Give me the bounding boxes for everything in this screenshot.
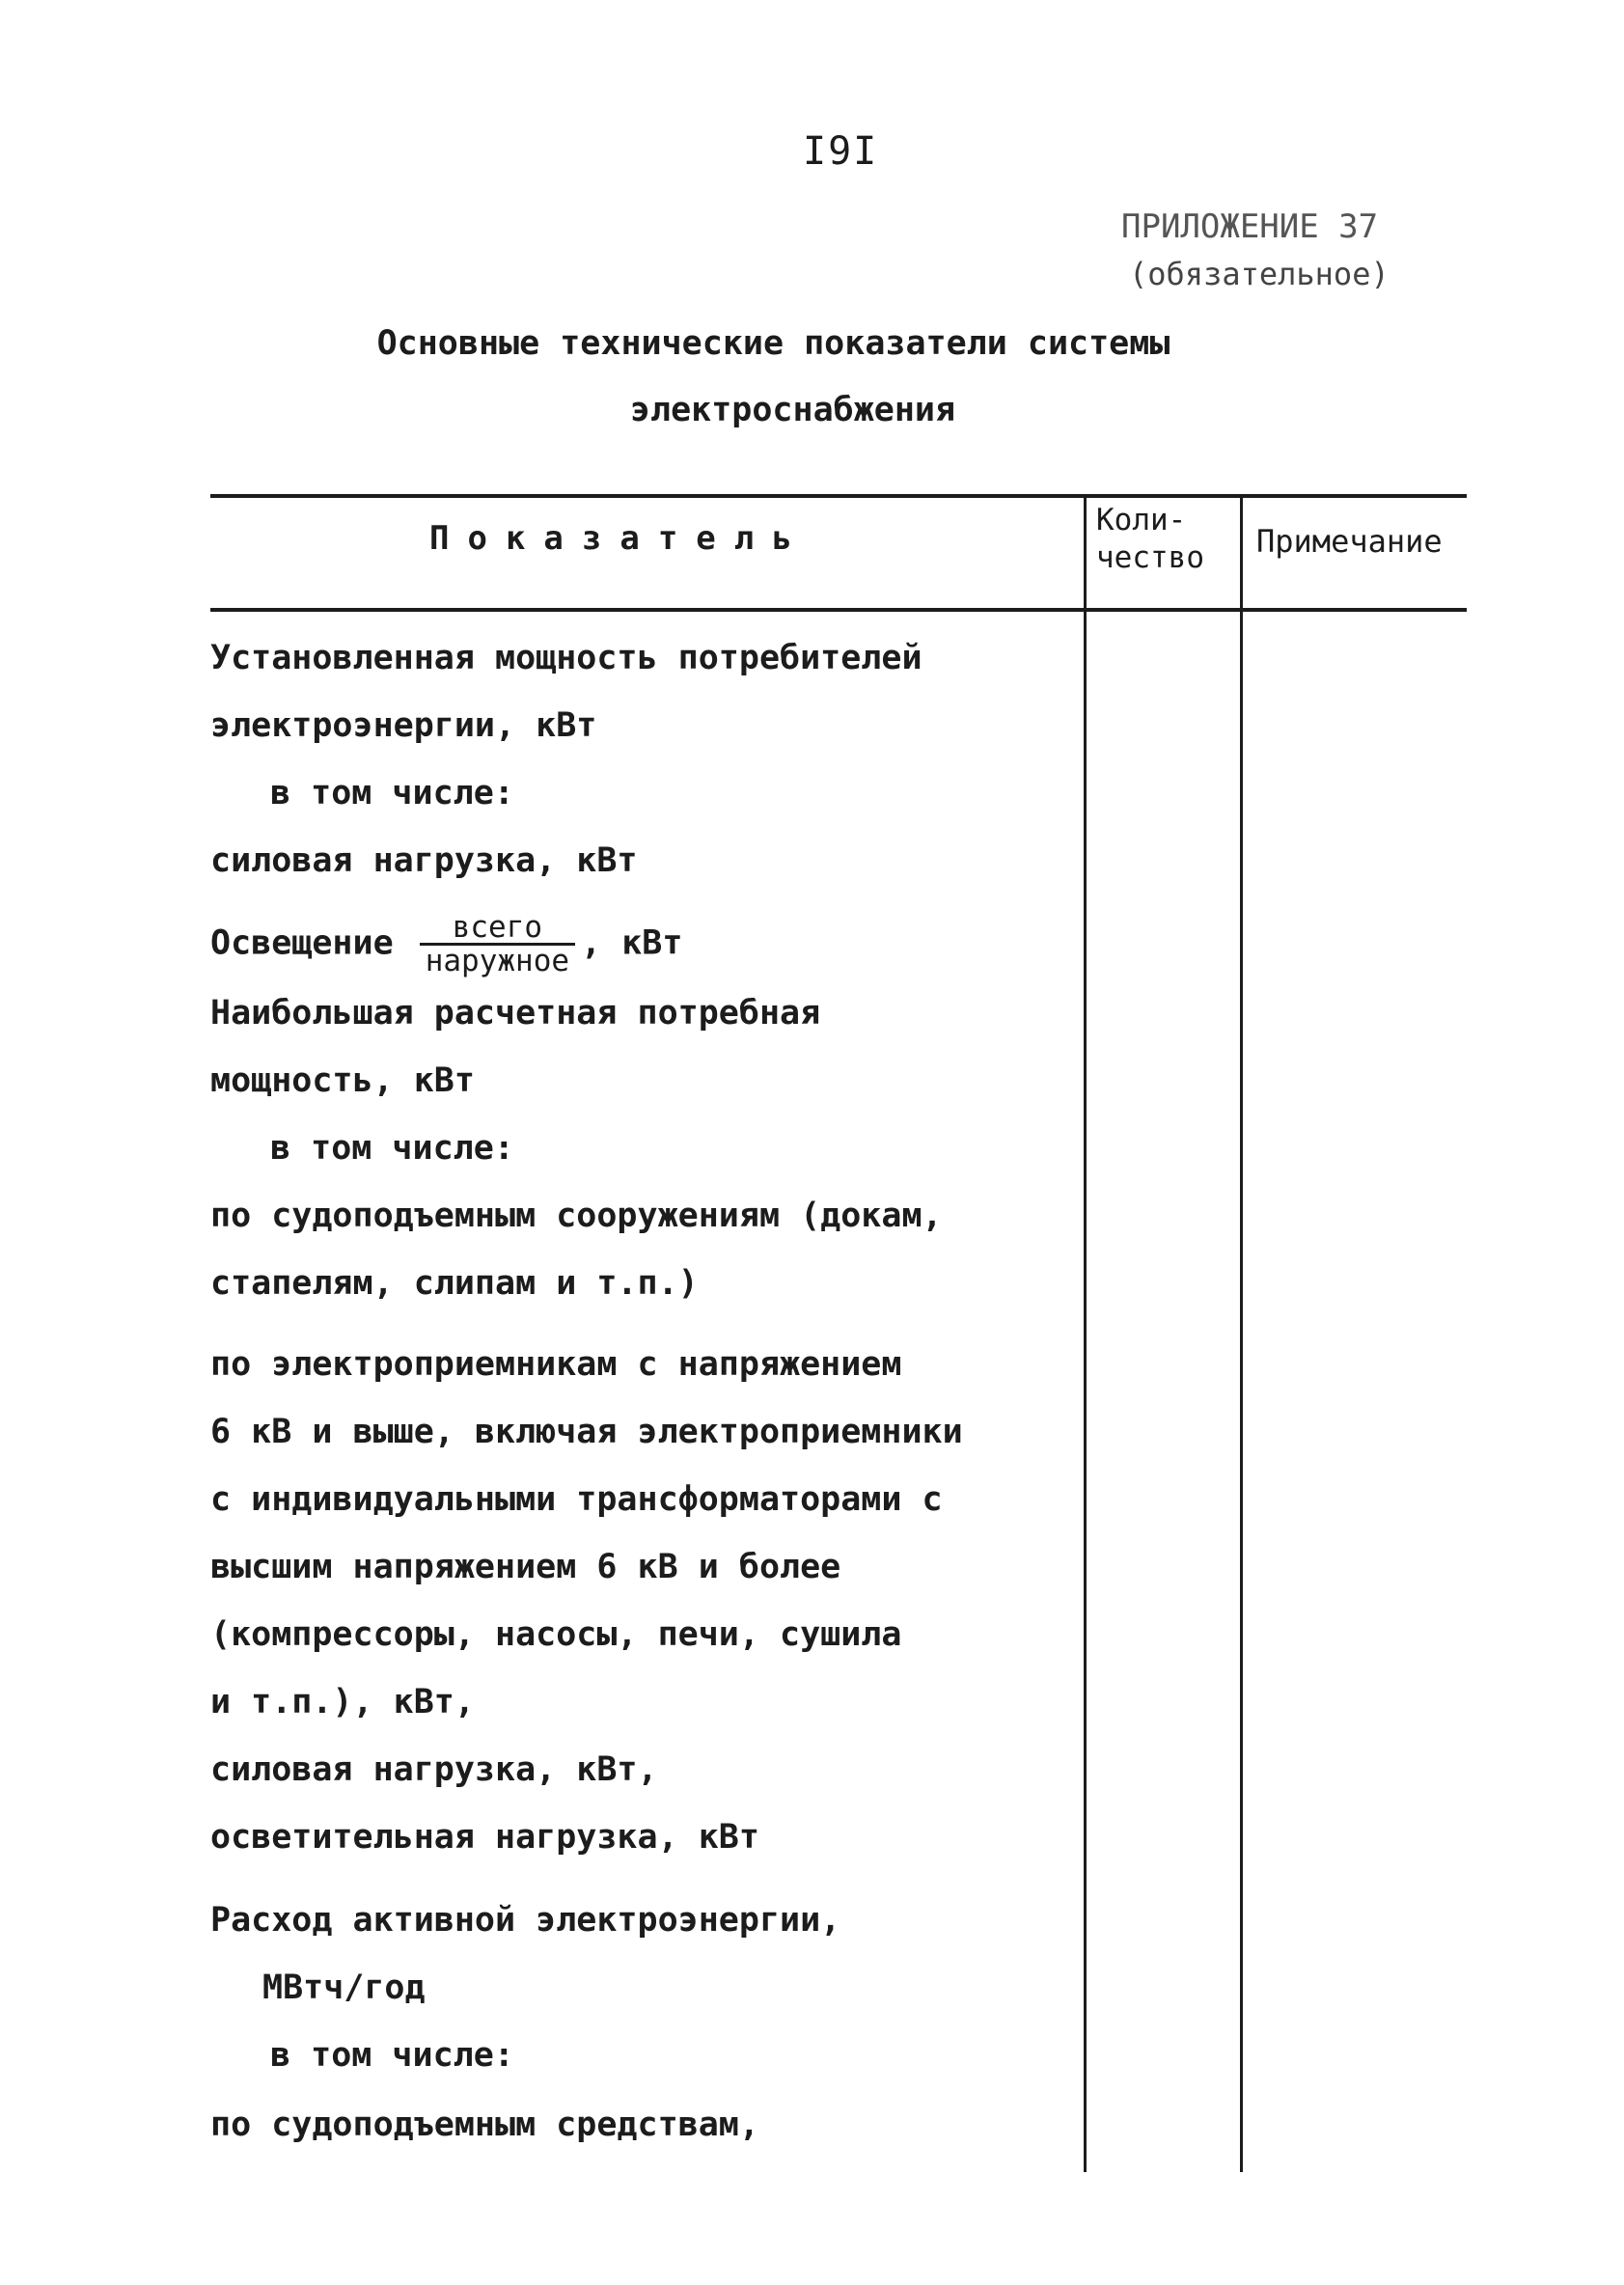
lighting-fraction bbox=[420, 912, 575, 977]
document-title-line-1: Основные технические показатели системы bbox=[376, 324, 1170, 363]
lighting-unit: , кВт bbox=[581, 923, 683, 963]
column-header-quantity bbox=[1096, 502, 1204, 577]
table-row: по судоподъемным средствам, bbox=[210, 2106, 759, 2144]
table-row: 6 кВ и выше, включая электроприемники bbox=[210, 1413, 963, 1451]
table-row: в том числе: bbox=[270, 2036, 514, 2075]
fraction-denominator: наружное bbox=[420, 943, 575, 977]
column-divider-quantity bbox=[1084, 498, 1087, 2172]
table-row: Наибольшая расчетная потребная bbox=[210, 994, 821, 1032]
table-row: Установленная мощность потребителей bbox=[210, 639, 922, 677]
document-title-line-2: электроснабжения bbox=[629, 391, 956, 429]
table-row: МВтч/год bbox=[262, 1968, 426, 2007]
column-header-quantity-line-1: Коли- bbox=[1096, 503, 1187, 537]
table-row: стапелям, слипам и т.п.) bbox=[210, 1264, 699, 1303]
table-row: (компрессоры, насосы, печи, сушила bbox=[210, 1615, 902, 1654]
page-number: I9I bbox=[803, 129, 879, 174]
table-row: по судоподъемным сооружениям (докам, bbox=[210, 1197, 943, 1235]
lighting-label: Освещение bbox=[210, 923, 394, 963]
table-row: осветительная нагрузка, кВт bbox=[210, 1818, 759, 1857]
table-row-lighting bbox=[210, 912, 682, 977]
table-row: силовая нагрузка, кВт bbox=[210, 841, 638, 880]
column-header-remarks: Примечание bbox=[1256, 523, 1443, 560]
appendix-title: ПРИЛОЖЕНИЕ 37 bbox=[1121, 207, 1379, 246]
column-header-quantity-line-2: чество bbox=[1096, 540, 1204, 575]
table-row: в том числе: bbox=[270, 1129, 514, 1168]
table-row: в том числе: bbox=[270, 774, 514, 812]
table-row: высшим напряжением 6 кВ и более bbox=[210, 1548, 841, 1586]
table-row: с индивидуальными трансформаторами с bbox=[210, 1480, 943, 1519]
table-header-rule bbox=[210, 608, 1467, 612]
table-top-rule bbox=[210, 494, 1467, 498]
column-divider-remarks bbox=[1240, 498, 1243, 2172]
table-row: мощность, кВт bbox=[210, 1061, 475, 1100]
table-row: и т.п.), кВт, bbox=[210, 1683, 475, 1721]
table-row: электроэнергии, кВт bbox=[210, 706, 597, 745]
fraction-numerator: всего bbox=[452, 910, 543, 945]
table-row: Расход активной электроэнергии, bbox=[210, 1901, 841, 1940]
appendix-note: (обязательное) bbox=[1129, 256, 1390, 292]
table-row: силовая нагрузка, кВт, bbox=[210, 1750, 658, 1789]
table-row: по электроприемникам с напряжением bbox=[210, 1345, 902, 1384]
column-header-indicator: Показатель bbox=[429, 519, 811, 558]
